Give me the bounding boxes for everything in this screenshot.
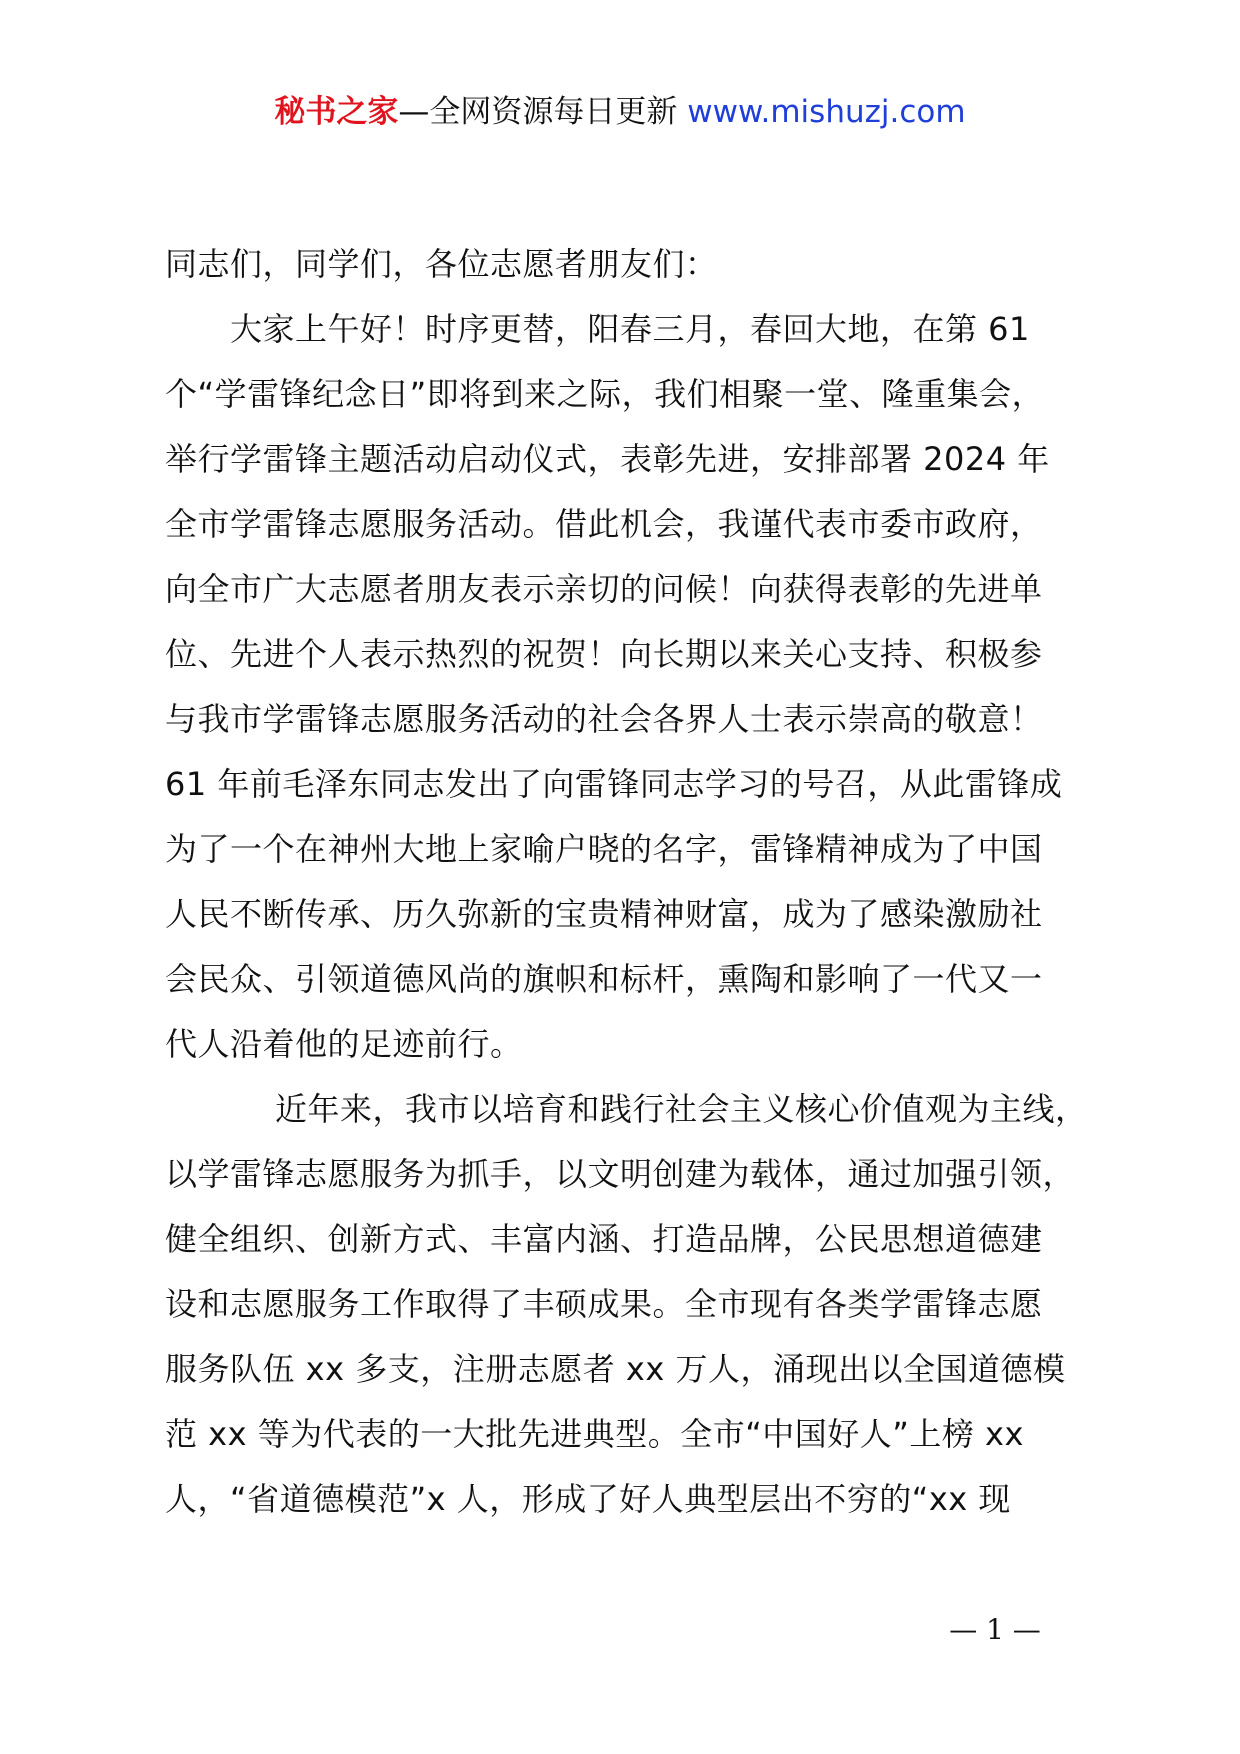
paragraph-line: 以学雷锋志愿服务为抓手，以文明创建为载体，通过加强引领， (165, 1155, 1076, 1193)
paragraph-line: 人，“省道德模范”x 人，形成了好人典型层出不穷的“xx 现 (165, 1480, 1011, 1518)
salutation: 同志们，同学们，各位志愿者朋友们： (165, 245, 718, 283)
paragraph-line: 大家上午好！时序更替，阳春三月，春回大地，在第 61 (230, 310, 1030, 348)
site-tagline: —全网资源每日更新 (398, 94, 688, 130)
paragraph-line: 健全组织、创新方式、丰富内涵、打造品牌，公民思想道德建 (165, 1220, 1043, 1258)
paragraph-line: 代人沿着他的足迹前行。 (165, 1025, 523, 1063)
paragraph-line: 服务队伍 xx 多支，注册志愿者 xx 万人，涌现出以全国道德模 (165, 1350, 1066, 1388)
site-brand: 秘书之家 (274, 94, 399, 130)
paragraph-line: 61 年前毛泽东同志发出了向雷锋同志学习的号召，从此雷锋成 (165, 765, 1063, 803)
page-number: — 1 — (949, 1613, 1041, 1646)
paragraph-line: 举行学雷锋主题活动启动仪式，表彰先进，安排部署 2024 年 (165, 440, 1050, 478)
paragraph-line: 人民不断传承、历久弥新的宝贵精神财富，成为了感染激励社 (165, 895, 1043, 933)
document-body (165, 240, 1125, 1540)
paragraph-line: 近年来，我市以培育和践行社会主义核心价值观为主线， (275, 1090, 1088, 1128)
paragraph-line: 设和志愿服务工作取得了丰硕成果。全市现有各类学雷锋志愿 (165, 1285, 1043, 1323)
paragraph-line: 为了一个在神州大地上家喻户晓的名字，雷锋精神成为了中国 (165, 830, 1043, 868)
page-header (0, 90, 1240, 134)
paragraph-line: 个“学雷锋纪念日”即将到来之际，我们相聚一堂、隆重集会， (165, 375, 1045, 413)
site-url[interactable]: www.mishuzj.com (687, 94, 966, 130)
paragraph-line: 向全市广大志愿者朋友表示亲切的问候！向获得表彰的先进单 (165, 570, 1043, 608)
paragraph-line: 全市学雷锋志愿服务活动。借此机会，我谨代表市委市政府， (165, 505, 1043, 543)
paragraph-line: 会民众、引领道德风尚的旗帜和标杆，熏陶和影响了一代又一 (165, 960, 1043, 998)
paragraph-line: 位、先进个人表示热烈的祝贺！向长期以来关心支持、积极参 (165, 635, 1043, 673)
paragraph-line: 与我市学雷锋志愿服务活动的社会各界人士表示崇高的敬意！ (165, 700, 1043, 738)
paragraph-line: 范 xx 等为代表的一大批先进典型。全市“中国好人”上榜 xx (165, 1415, 1024, 1453)
